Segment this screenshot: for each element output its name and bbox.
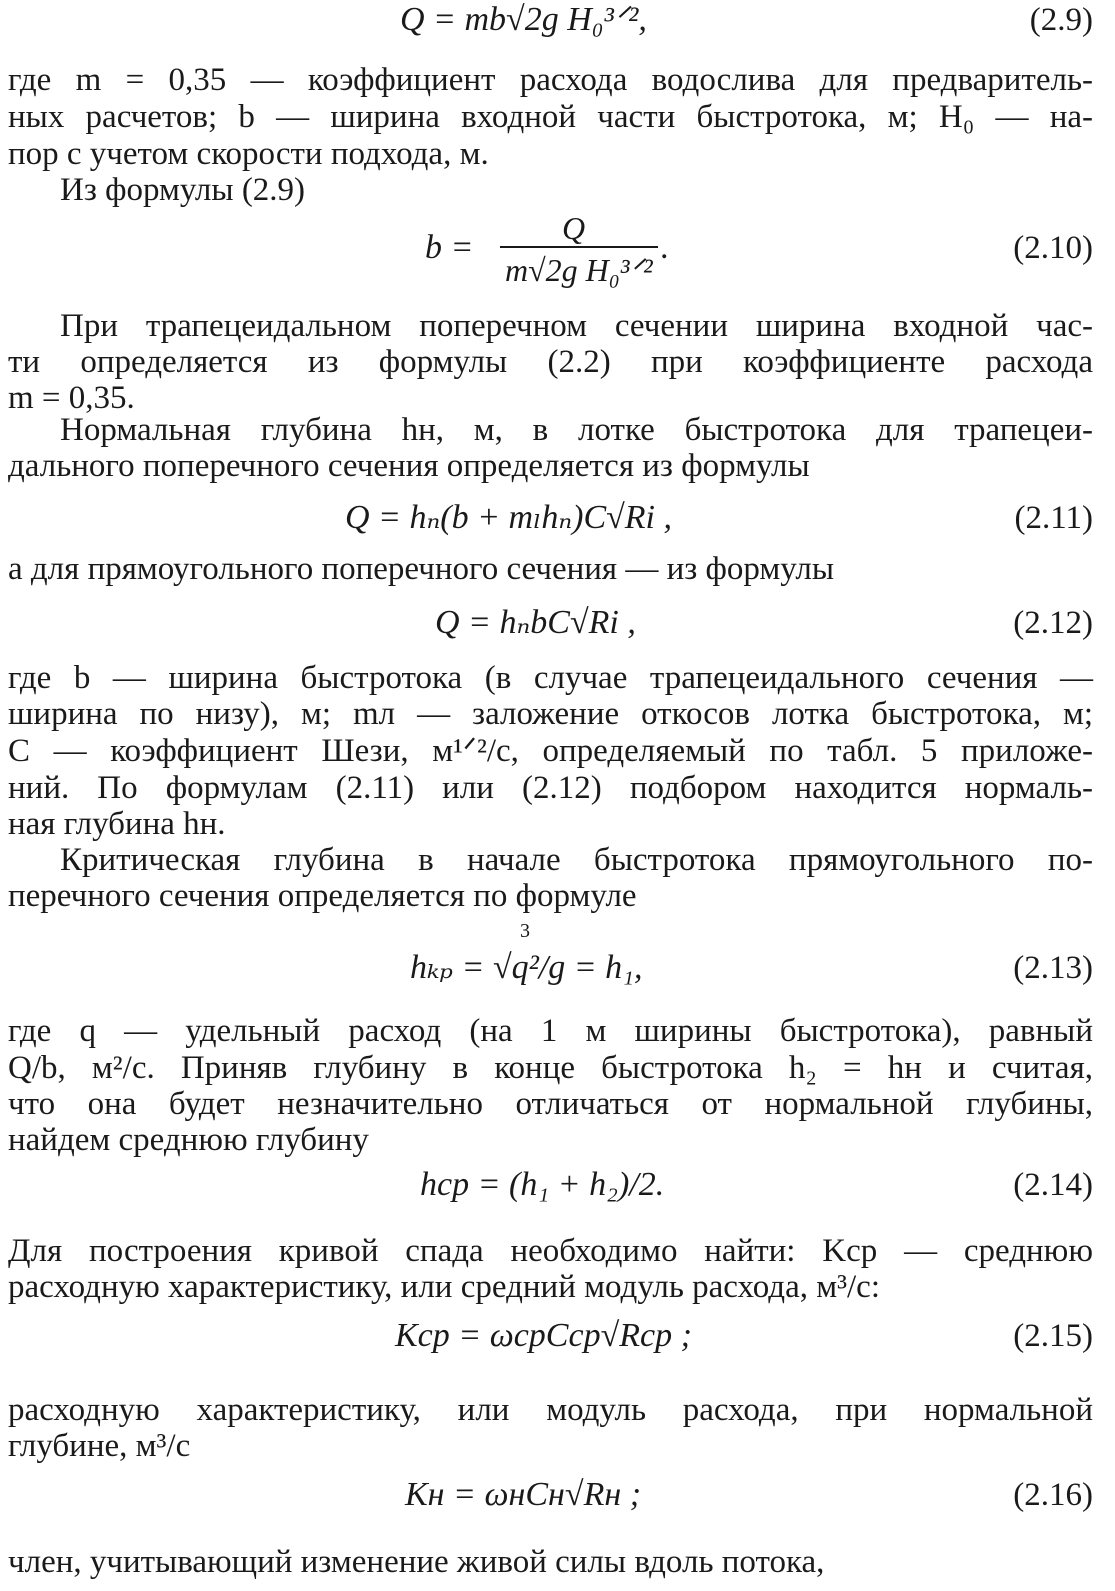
equation-number: (2.14) xyxy=(1013,1167,1093,1203)
text-line: где m = 0,35 — коэффициент расхода водослива для предваритель- xyxy=(8,62,1093,98)
equation-number: (2.10) xyxy=(1013,230,1093,266)
fraction-denominator: m√2g H₀³ᐟ² xyxy=(505,252,653,288)
formula-2-14: hсp = (h₁ + h₂)/2. xyxy=(420,1166,665,1203)
text-line: C — коэффициент Шези, м¹ᐟ²/с, определяемый по табл. 5 приложе- xyxy=(8,733,1093,769)
formula-2-16: Kн = ωнCн√Rн ; xyxy=(405,1476,642,1513)
text-line: пор с учетом скорости подхода, м. xyxy=(8,136,489,172)
text-line: найдем среднюю глубину xyxy=(8,1122,369,1158)
formula-2-15: Kсp = ωсpCсp√Rсp ; xyxy=(395,1317,692,1354)
text-line: перечного сечения определяется по формуле xyxy=(8,878,637,914)
text-line: ти определяется из формулы (2.2) при коэффициенте расхода xyxy=(8,344,1093,380)
text-line: ширина по низу), м; mл — заложение откосов лотка быстротока, м; xyxy=(8,696,1093,732)
formula-2-10-tail: . xyxy=(660,229,669,266)
fraction-numerator: Q xyxy=(562,210,586,246)
text-line: где q — удельный расход (на 1 м ширины быстротока), равный xyxy=(8,1013,1093,1049)
text-line: дального поперечного сечения определяется из формулы xyxy=(8,448,810,484)
text-line: глубине, м³/с xyxy=(8,1428,191,1464)
text-line: расходную характеристику, или модуль расхода, при нормальной xyxy=(8,1392,1093,1428)
text-line: При трапецеидальном поперечном сечении ширина входной час- xyxy=(60,308,1093,344)
text-line: член, учитывающий изменение живой силы вдоль потока, xyxy=(8,1544,825,1580)
equation-number: (2.16) xyxy=(1013,1477,1093,1513)
text-line: ная глубина hн. xyxy=(8,806,226,842)
formula-2-13: hₖₚ = √q²/g = h₁, xyxy=(410,949,643,986)
text-line: где b — ширина быстротока (в случае трапецеидального сечения — xyxy=(8,660,1093,696)
equation-number: (2.9) xyxy=(1029,2,1093,38)
equation-number: (2.13) xyxy=(1013,950,1093,986)
root-index: 3 xyxy=(520,920,530,942)
formula-2-10-lhs: b = xyxy=(425,229,474,266)
formula-2-12: Q = hₙbC√Ri , xyxy=(435,604,636,641)
formula-2-9: Q = mb√2g H₀³ᐟ², xyxy=(400,1,647,38)
text-line: расходную характеристику, или средний модуль расхода, м³/с: xyxy=(8,1269,880,1305)
formula-2-11: Q = hₙ(b + mₗhₙ)C√Ri , xyxy=(345,499,673,536)
text-line: Критическая глубина в начале быстротока прямоугольного по- xyxy=(60,842,1093,878)
text-line: Нормальная глубина hн, м, в лотке быстротока для трапецеи- xyxy=(60,412,1093,448)
text-line: m = 0,35. xyxy=(8,380,135,416)
equation-number: (2.11) xyxy=(1014,500,1093,536)
text-line: Из формулы (2.9) xyxy=(60,172,306,208)
text-line: ных расчетов; b — ширина входной части быстротока, м; H₀ — на- xyxy=(8,99,1093,135)
text-line: а для прямоугольного поперечного сечения — из формулы xyxy=(8,551,834,587)
equation-number: (2.12) xyxy=(1013,605,1093,641)
equation-number: (2.15) xyxy=(1013,1318,1093,1354)
text-line: ний. По формулам (2.11) или (2.12) подбором находится нормаль- xyxy=(8,770,1093,806)
fraction-bar xyxy=(500,246,658,248)
text-line: Для построения кривой спада необходимо найти: Kср — среднюю xyxy=(8,1233,1093,1269)
text-line: что она будет незначительно отличаться от нормальной глубины, xyxy=(8,1086,1093,1122)
text-line: Q/b, м²/с. Приняв глубину в конце быстротока h₂ = hн и считая, xyxy=(8,1050,1093,1086)
